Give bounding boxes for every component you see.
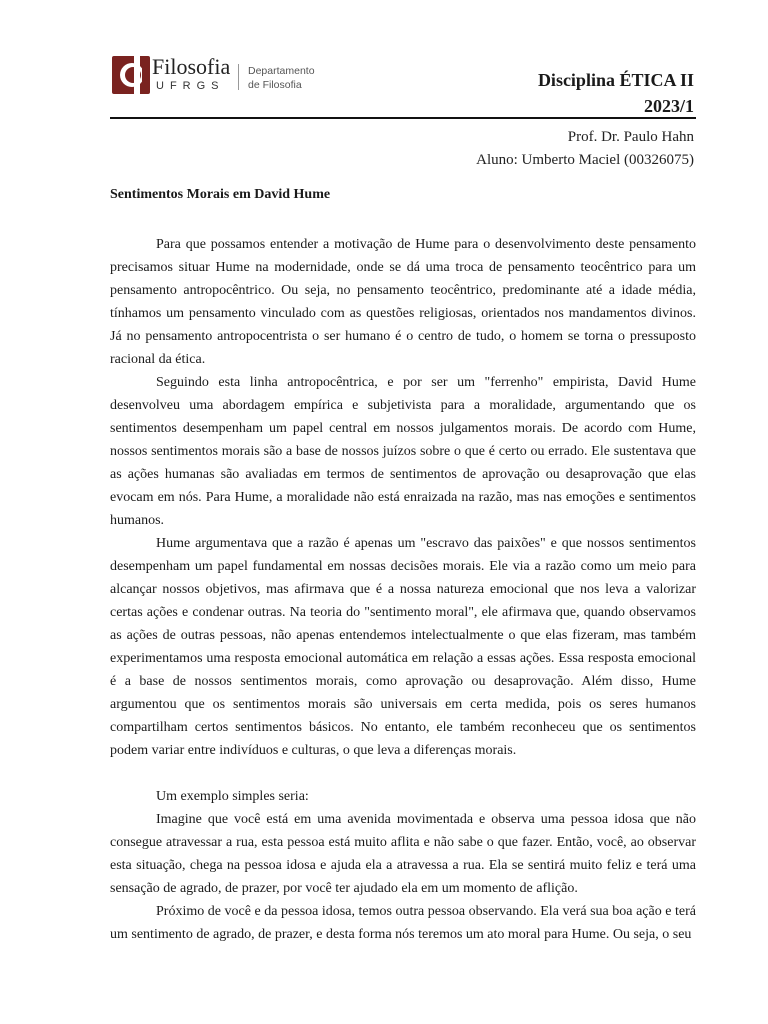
ufrgs-philosophy-logo: [112, 54, 332, 102]
logo-dept-line1: Departamento: [248, 65, 315, 77]
paragraph-4: Imagine que você está em uma avenida movimentada e observa uma pessoa idosa que não consegue atravessar a rua, esta pessoa está muito aflita e não sabe o que fazer. Então, você, ao observar esta situação, chega na pessoa idosa e ajuda ela a atravessa a rua. Ela se sentirá muito feliz e terá uma sensação de agrado, de prazer, por você ter ajudado ela em um momento de aflição.: [110, 812, 696, 896]
logo-department: [248, 64, 315, 92]
essay-body: [110, 233, 696, 946]
discipline-title: Disciplina ÉTICA II: [537, 70, 694, 90]
paragraph-5: Próximo de você e da pessoa idosa, temos outra pessoa observando. Ela verá sua boa ação e terá um sentimento de agrado, de prazer, e desta forma nós teremos um ato moral para Hume. Ou seja, o seu: [110, 904, 696, 942]
paragraph-example-intro: Um exemplo simples seria:: [156, 789, 309, 804]
semester-year: 2023/1: [643, 96, 694, 116]
logo-subtitle: UFRGS: [156, 80, 225, 92]
paragraph-3: Hume argumentava que a razão é apenas um "escravo das paixões" e que nossos sentimentos desempenham um papel fundamental em nossas decisões morais. Ele via a razão como um meio para alcançar nossos objetivos, mas afirmava que é a nossa natureza emocional que nos leva a valorizar certas ações e condenar outras. Na teoria do "sentimento moral", ele afirmava que, quando observamos as ações de outras pessoas, não apenas entendemos intelectualmente o que elas fizeram, mas também experimentamos uma resposta emocional automática em relação a essas ações. Essa resposta emocional é a base de nossos sentimentos morais, como aprovação ou desaprovação. Além disso, Hume argumentou que os sentimentos morais são universais em certa medida, pois os seres humanos compartilham certos sentimentos básicos. No entanto, ele também reconheceu que os sentimentos podem variar entre indivíduos e culturas, o que leva a diferenças morais.: [110, 536, 696, 758]
logo-mark-icon: [112, 56, 150, 94]
professor-name: Prof. Dr. Paulo Hahn: [567, 129, 694, 145]
logo-word: Filosofia: [152, 54, 231, 79]
document-header: [0, 0, 768, 168]
paragraph-1: Para que possamos entender a motivação de Hume para o desenvolvimento deste pensamento precisamos situar Hume na modernidade, onde se dá uma troca de pensamento teocêntrico para um pensamento antropocêntrico. Ou seja, no pensamento teocêntrico, predominante até a idade média, tínhamos um pensamento vinculado com as questões religiosas, orientados nos mandamentos divinos. Já no pensamento antropocentrista o ser humano é o centro de tudo, o homem se torna o pressuposto racional da ética.: [110, 237, 696, 367]
essay-title: Sentimentos Morais em David Hume: [110, 187, 331, 202]
header-rule: [110, 117, 696, 119]
logo-divider: [238, 64, 239, 90]
logo-dept-line2: de Filosofia: [248, 79, 302, 91]
student-name: Aluno: Umberto Maciel (00326075): [476, 152, 694, 168]
paragraph-2: Seguindo esta linha antropocêntrica, e por ser um "ferrenho" empirista, David Hume desenvolveu uma abordagem empírica e subjetivista para a moralidade, argumentando que os sentimentos desempenham um papel central em nossos julgamentos morais. De acordo com Hume, nossos sentimentos morais são a base de nossos juízos sobre o que é certo ou errado. Ele sustentava que as ações humanas são avaliadas em termos de sentimentos de aprovação ou desaprovação que elas evocam em nós. Para Hume, a moralidade não está enraizada na razão, mas nas emoções e sentimentos humanos.: [110, 375, 696, 528]
